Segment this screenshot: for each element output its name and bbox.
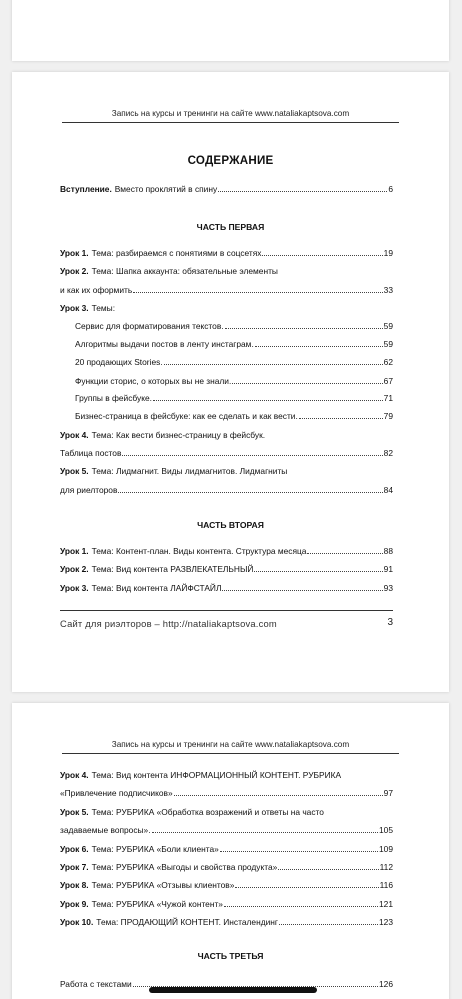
toc-entry-text: Вместо проклятий в спину	[114, 184, 218, 194]
dot-leader	[152, 832, 378, 833]
toc-entry	[60, 787, 393, 799]
toc-entry	[60, 265, 393, 277]
toc-entry-text: Тема: Лидмагнит. Виды лидмагнитов. Лидмагниты	[91, 466, 288, 476]
toc-entry	[60, 563, 393, 575]
toc-entry-text: 20 продающих Stories.	[75, 357, 163, 367]
toc-entry-text: Тема: Шапка аккаунта: обязательные элементы	[91, 266, 278, 276]
toc-entry-text: Тема: ПРОДАЮЩИЙ КОНТЕНТ. Инсталендинг	[96, 917, 278, 927]
toc-entry	[60, 247, 393, 259]
toc-entry-text: для риелторов	[60, 485, 118, 495]
toc-entry	[75, 320, 393, 332]
toc-entry-page: 88	[383, 546, 393, 556]
toc-entry	[60, 302, 393, 314]
toc-entry-text: «Привлечение подписчиков»	[60, 788, 173, 798]
toc-entry-text: Тема: Вид контента ИНФОРМАЦИОННЫЙ КОНТЕНТ. РУБРИКА	[91, 770, 342, 780]
toc-entry-page: 33	[383, 285, 393, 295]
toc-entry-page: 19	[383, 248, 393, 258]
toc-entry-label: Урок 7.	[60, 862, 89, 872]
dot-leader	[235, 887, 378, 888]
toc-entry-text: Алгоритмы выдачи постов в ленту инстаграм.	[75, 339, 254, 349]
dot-leader	[232, 383, 382, 384]
toc-entry-text: Группы в фейсбуке.	[75, 393, 152, 403]
toc-entry	[60, 861, 393, 873]
dot-leader	[174, 795, 383, 796]
toc-entry	[60, 484, 393, 496]
toc-entry-text: Тема: РУБРИКА «Чужой контент»	[91, 899, 223, 909]
toc-entry	[75, 375, 393, 387]
toc-entry-text: Темы:	[91, 303, 116, 313]
dot-leader	[153, 400, 383, 401]
toc-entry-text: Бизнес-страница в фейсбуке: как ее сделать и как вести.	[75, 411, 298, 421]
document-page-3	[12, 72, 449, 692]
toc-entry-text: Тема: разбираемся с понятиями в соцсетях	[91, 248, 262, 258]
toc-title: СОДЕРЖАНИЕ	[187, 154, 274, 167]
toc-entry-label: Урок 4.	[60, 430, 89, 440]
toc-entry-text: Тема: Вид контента ЛАЙФСТАЙЛ	[91, 583, 222, 593]
footer-divider	[60, 610, 393, 611]
document-page-4	[12, 703, 449, 999]
toc-entry-page: 126	[379, 979, 393, 989]
toc-entry-page: 84	[383, 485, 393, 495]
toc-entry	[75, 392, 393, 404]
toc-entry	[60, 879, 393, 891]
dot-leader	[279, 924, 378, 925]
home-indicator[interactable]	[149, 987, 317, 993]
toc-entry	[60, 465, 393, 477]
toc-entry-page: 112	[379, 862, 393, 872]
toc-entry	[60, 824, 393, 836]
toc-entry-label: Вступление.	[60, 184, 112, 194]
part-two-heading: ЧАСТЬ ВТОРАЯ	[197, 520, 264, 530]
toc-entry-page: 93	[383, 583, 393, 593]
toc-entry-text: Функции сторис, о которых вы не знали.	[75, 376, 232, 386]
toc-entry-page: 105	[379, 825, 393, 835]
toc-entry-text: Тема: Вид контента РАЗВЛЕКАТЕЛЬНЫЙ	[91, 564, 254, 574]
toc-entry	[60, 284, 393, 296]
part-one-heading: ЧАСТЬ ПЕРВАЯ	[196, 222, 265, 232]
toc-entry	[60, 898, 393, 910]
header-divider	[62, 753, 399, 754]
toc-entry-text: и как их оформить	[60, 285, 133, 295]
toc-entry-label: Урок 10.	[60, 917, 94, 927]
dot-leader	[220, 851, 378, 852]
toc-entry	[60, 582, 393, 594]
toc-entry-page: 82	[383, 448, 393, 458]
dot-leader	[133, 292, 382, 293]
toc-entry-text: Тема: РУБРИКА «Отзывы клиентов»	[91, 880, 235, 890]
page-header: Запись на курсы и тренинги на сайте www.nataliakaptsova.com	[111, 109, 350, 118]
dot-leader	[225, 328, 383, 329]
toc-entry-label: Урок 1.	[60, 546, 89, 556]
toc-entry-page: 59	[383, 321, 393, 331]
toc-entry	[60, 916, 393, 928]
dot-leader	[307, 553, 382, 554]
dot-leader	[278, 869, 378, 870]
dot-leader	[255, 346, 383, 347]
toc-entry	[75, 356, 393, 368]
toc-entry-intro	[60, 183, 393, 195]
header-divider	[62, 122, 399, 123]
toc-entry-page: 91	[383, 564, 393, 574]
toc-entry	[60, 545, 393, 557]
dot-leader	[262, 255, 382, 256]
dot-leader	[224, 906, 378, 907]
toc-entry-page: 71	[383, 393, 393, 403]
toc-entry	[60, 806, 393, 818]
toc-entry	[60, 447, 393, 459]
toc-entry-text: Тема: РУБРИКА «Выгоды и свойства продукта»	[91, 862, 278, 872]
previous-page-sliver	[12, 0, 449, 61]
toc-entry-label: Урок 6.	[60, 844, 89, 854]
toc-entry-label: Урок 2.	[60, 266, 89, 276]
page-number: 3	[387, 617, 393, 628]
toc-entry-text: задаваемые вопросы».	[60, 825, 151, 835]
toc-entry-page: 6	[388, 184, 393, 194]
toc-entry-text: Работа с текстами	[60, 979, 132, 989]
toc-entry-label: Урок 5.	[60, 807, 89, 817]
dot-leader	[254, 571, 382, 572]
toc-entry-label: Урок 2.	[60, 564, 89, 574]
page-footer-text: Сайт для риэлторов – http://nataliakaptsova.com	[60, 618, 277, 629]
toc-entry-page: 116	[379, 880, 393, 890]
toc-entry-page: 79	[383, 411, 393, 421]
page-header: Запись на курсы и тренинги на сайте www.nataliakaptsova.com	[111, 740, 350, 749]
toc-entry	[75, 410, 393, 422]
toc-entry-page: 123	[379, 917, 393, 927]
part-three-heading: ЧАСТЬ ТРЕТЬЯ	[197, 951, 264, 961]
toc-entry-text: Таблица постов	[60, 448, 122, 458]
toc-entry-page: 121	[379, 899, 393, 909]
toc-entry-page: 59	[383, 339, 393, 349]
toc-entry-label: Урок 8.	[60, 880, 89, 890]
toc-entry-text: Тема: РУБРИКА «Боли клиента»	[91, 844, 219, 854]
dot-leader	[164, 364, 383, 365]
toc-entry-text: Тема: Как вести бизнес-страницу в фейсбук.	[91, 430, 266, 440]
toc-entry-text: Тема: Контент-план. Виды контента. Структура месяца	[91, 546, 307, 556]
toc-entry	[75, 338, 393, 350]
toc-entry-label: Урок 3.	[60, 583, 89, 593]
toc-entry-text: Тема: РУБРИКА «Обработка возражений и ответы на часто	[91, 807, 324, 817]
dot-leader	[218, 191, 387, 192]
toc-entry-page: 62	[383, 357, 393, 367]
toc-entry	[60, 429, 393, 441]
toc-entry	[60, 769, 393, 781]
dot-leader	[222, 590, 382, 591]
dot-leader	[118, 492, 382, 493]
toc-entry-label: Урок 9.	[60, 899, 89, 909]
toc-entry-page: 67	[383, 376, 393, 386]
toc-entry	[60, 843, 393, 855]
toc-entry-label: Урок 3.	[60, 303, 89, 313]
toc-entry-page: 97	[383, 788, 393, 798]
toc-entry-label: Урок 5.	[60, 466, 89, 476]
toc-entry-page: 109	[379, 844, 393, 854]
toc-entry-text: Сервис для форматирования текстов.	[75, 321, 224, 331]
dot-leader	[122, 455, 382, 456]
dot-leader	[299, 418, 383, 419]
toc-entry-label: Урок 1.	[60, 248, 89, 258]
toc-entry-label: Урок 4.	[60, 770, 89, 780]
